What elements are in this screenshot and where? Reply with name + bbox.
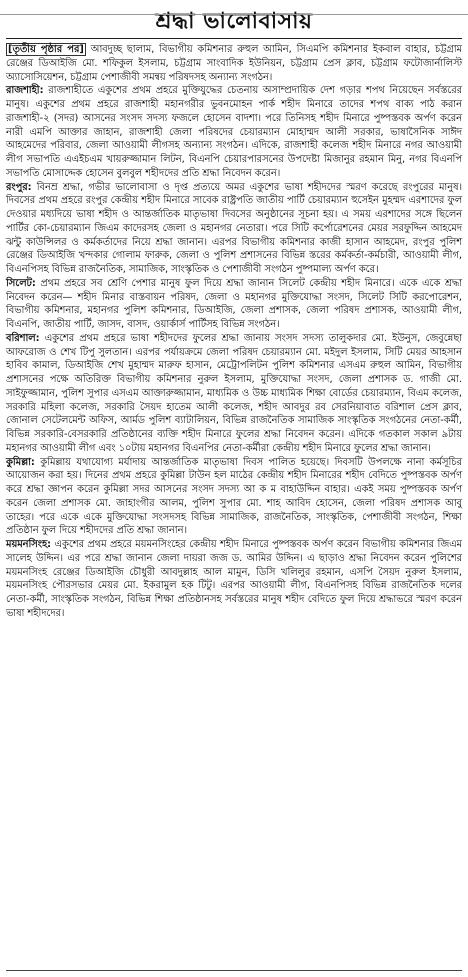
section-rajshahi [6, 84, 462, 180]
section-label: রাজশাহী: [6, 85, 44, 97]
section-rangpur [6, 181, 462, 277]
bottom-rule [6, 970, 462, 971]
section-text: বিনম্র শ্রদ্ধা, গভীর ভালোবাসা ও দৃপ্ত প্রত্যয়ে অমর একুশের ভাষা শহীদদের স্মরণ করেছে রংপুরের মানুষ। দিবসের প্রথম প্রহরে রংপুর কেন্দ্রীয় শহীদ মিনারে সাবেক রাষ্ট্রপতি জাতীয় পার্টি চেয়ারম্যান হুসেইন মুহম্মদ এরশাদের ফুল দেওয়ার মধ্যদিয়ে ভাষা শহীদ ও আন্তর্জাতিক মাতৃভাষা দিবসের অনুষ্ঠানের সূচনা হয়। এ সময় এরশাদের সঙ্গে ছিলেন পার্টির কো-চেয়ারম্যান জিএম কাদেরসহ জেলা ও মহানগর নেতারা। পরে সিটি কর্পোরেশনের মেয়র সরফুদ্দিন আহমেদ ঝন্টু কাউন্সিলর ও কর্মকর্তাদের নিয়ে শ্রদ্ধা জানান। এরপর বিভাগীয় কমিশনার কাজী হাসান আহমেদ, রংপুর পুলিশ রেঞ্জের ডিআইজি খন্দকার গোলাম ফারুক, জেলা ও পুলিশ প্রশাসনের বিভিন্ন স্তরের কর্মকর্তা-কর্মচারী, আওয়ামী লীগ, বিএনপিসহ বিভিন্ন রাজনৈতিক, সামাজিক, সাংস্কৃতিক ও পেশাজীবী সংগঠন পুষ্পমাল্য অর্পণ করে। [6, 181, 462, 275]
section-label: ময়মনসিংহ: [6, 539, 52, 550]
section-label: কুমিল্লা: [6, 456, 35, 468]
article-body [6, 43, 462, 621]
section-text: একুশের প্রথম প্রহরে ময়মনসিংহের কেন্দ্রীয় শহীদ মিনারে পুষ্পস্তবক অর্পণ করেন বিভাগীয় কমিশনার জিএম সালেহ উদ্দিন। এর পরে শ্রদ্ধা জানান জেলা দায়রা জজ ড. আমির উদ্দিন। এ ছাড়াও শ্রদ্ধা নিবেদন করেন পুলিশের ময়মনসিংহ রেঞ্জের ডিআইজি চৌধুরী আবদুল্লাহ আল মামুন, ডিসি খলিলুর রহমান, এসপি সৈয়দ নুরুল ইসলাম, ময়মনসিংহ পৌরসভার মেয়র মো. ইকরামুল হক টিটু। এরপর আওয়ামী লীগ, বিএনপিসহ বিভিন্ন রাজনৈতিক দলের নেতা-কর্মী, সাংস্কৃতিক সংগঠন, বিভিন্ন শিক্ষা প্রতিষ্ঠানসহ সর্বস্তরের মানুষ শহীদ বেদিতে ফুল দিয়ে শ্রদ্ধাভরে স্মরণ করেন ভাষা শহীদদের। [6, 539, 462, 619]
headline: শ্রদ্ধা ভালোবাসায় [155, 8, 313, 34]
section-label: রংপুর: [6, 181, 32, 193]
section-mymensingh [6, 538, 462, 621]
newspaper-page [0, 8, 468, 977]
section-text: একুশের প্রথম প্রহরে ভাষা শহীদদের ফুলের শ্রদ্ধা জানায় সংসদ সদস্য তালুকদার মো. ইউনুস, জেবুন্নেছা আফরোজ ও শেখ টিপু সুলতান। এরপর পর্যায়ক্রমে জেলা পরিষদ চেয়ারম্যান মো. মইদুল ইসলাম, সিটি মেয়র আহসান হাবিব কামাল, ডিআইজি শেখ মুহাম্মদ মারুফ হাসান, মেট্রোপলিটন পুলিশ কমিশনার এসএম রুহুল আমিন, বিভাগীয় প্রশাসনের পক্ষে অতিরিক্ত বিভাগীয় কমিশনার নুরুল ইসলাম, মুক্তিযোদ্ধা সংসদ, জেলা প্রশাসক ড. গাজী মো. সাইফুজ্জামান, পুলিশ সুপার এসএম আক্তারুজ্জামান, মাধ্যমিক ও উচ্চ মাধ্যমিক শিক্ষা বোর্ডের চেয়ারম্যান, বিএম কলেজ, সরকারি মহিলা কলেজ, সরকারি সৈয়দ হাতেম আলী কলেজ, শহীদ আবদুর রব সেরনিয়াবাত বরিশাল প্রেস ক্লাব, জোনাল সেটেলমেন্ট অফিস, আর্মড পুলিশ ব্যাটালিয়ন, বিভিন্ন রাজনৈতিক সামাজিক সাংস্কৃতিক সংগঠনের নেতা-কর্মী, বিভিন্ন সরকারি-বেসরকারি প্রতিষ্ঠানের ব্যক্তি শহীদ মিনারে ফুলের শ্রদ্ধা নিবেদন করেন। এদিকে গতকাল সকাল ৯টায় মহানগর আওয়ামী লীগ এবং ১০টায় মহানগর বিএনপির নেতা-কর্মীরা কেন্দ্রীয় শহীদ মিনারে ফুলের শ্রদ্ধা জানান। [6, 332, 463, 454]
section-label: বরিশাল: [6, 332, 40, 344]
continuation-marker: [তৃতীয় পৃষ্ঠার পর] [8, 44, 84, 55]
section-barishal [6, 332, 462, 456]
section-text: কুমিল্লায় যথাযোগ্য মর্যাদায় আন্তর্জাতিক মাতৃভাষা দিবস পালিত হয়েছে। দিবসটি উপলক্ষে নানা কর্মসূচির আয়োজন করা হয়। দিনের প্রথম প্রহরে কুমিল্লা টাউন হল মাঠের কেন্দ্রীয় শহীদ মিনারের শহীদ বেদিতে পুষ্পস্তবক অর্পণ করে শ্রদ্ধা জ্ঞাপন করেন কুমিল্লা সদর আসনের সংসদ সদস্য আ ক ম বাহাউদ্দিন বাহার। একই সময় পুষ্পস্তবক অর্পণ করেন জেলা প্রশাসক মো. জাহাংগীর আলম, পুলিশ সুপার মো. শাহ আবিদ হোসেন, জেলা পরিষদ প্রশাসক আবু তাহের। পরে একে একে মুক্তিযোদ্ধা সংসদসহ বিভিন্ন সামাজিক, রাজনৈতিক, সাংস্কৃতিক, পেশাজীবী সংগঠন, শিক্ষা প্রতিষ্ঠান ফুল দিয়ে শহীদদের প্রতি শ্রদ্ধা জানান। [6, 456, 462, 537]
section-text: রাজশাহীতে একুশের প্রথম প্রহরে মুক্তিযুদ্ধের চেতনায় অসাম্প্রদায়িক দেশ গড়ার শপথ নিয়েছেন সর্বস্তরের মানুষ। একুশের প্রথম প্রহরে রাজশাহী মহানগরীর ভুবনমোহন পার্ক শহীদ মিনারে তাদের শপথ বাক্য পাঠ করান রাজশাহী-২ (সদর) আসনের সংসদ সদস্য ফজলে হোসেন বাদশা। পরে তিনিসহ শহীদ মিনারে পুষ্পস্তবক অর্পণ করেন নারী এমপি আক্তার জাহান, রাজশাহী জেলা পরিষদের চেয়ারম্যান মোহাম্মদ আলী সরকার, ভাষাসৈনিক সাঈদ আহমেদের পরিবার, জেলা আওয়ামী লীগসহ অন্যান্য সংগঠন। এদিকে, রাজশাহী কলেজ শহীদ মিনারে নগর আওয়ামী লীগ সভাপতি এএইচএম খায়রুজ্জামান লিটন, বিএনপি চেয়ারপারসনের উপদেষ্টা মিজানুর রহমান মিনু, নগর বিএনপি সভাপতি মোসাদ্দেক হোসেন বুলবুল শহীদদের প্রতি শ্রদ্ধা নিবেদন করেন। [6, 85, 462, 179]
section-sylhet [6, 277, 462, 332]
intro-text: আবদুচ্ছ ছালাম, বিভাগীয় কমিশনার রুহুল আমিন, সিএমপি কমিশনার ইকবাল বাহার, চট্টগ্রাম রেঞ্জের ডিআইজি মো. শফিকুল ইসলাম, চট্টগ্রাম সাংবাদিক ইউনিয়ন, চট্টগ্রাম প্রেস ক্লাব, চট্টগ্রাম ফটোজার্নালিস্ট অ্যাসোসিয়েশন, চট্টগ্রাম পেশাজীবী সমন্বয় পরিষদসহ অন্যান্য সংগঠন। [6, 44, 463, 83]
section-cumilla [6, 456, 462, 539]
section-label: সিলেট: [6, 277, 36, 289]
intro-paragraph [6, 43, 462, 84]
section-text: প্রথম প্রহরে সব শ্রেণি পেশার মানুষ ফুল দিয়ে শ্রদ্ধা জানান সিলেট কেন্দ্রীয় শহীদ মিনারে। একে একে শ্রদ্ধা নিবেদন করেন— শহীদ মিনার বাস্তবায়ন পরিষদ, জেলা ও মহানগর মুক্তিযোদ্ধা সংসদ, সিলেট সিটি করপোরেশন, বিভাগীয় কমিশনার, মহানগর পুলিশ কমিশনার, ডিআইজি, জেলা প্রশাসক, জেলা পরিষদ প্রশাসক, আওয়ামী লীগ, বিএনপি, জাতীয় পার্টি, জাসদ, বাসদ, ওয়ার্কার্স পার্টিসহ বিভিন্ন সংগঠন। [6, 277, 462, 330]
top-edge-clipping [0, 8, 468, 15]
headline-rule [6, 38, 462, 39]
